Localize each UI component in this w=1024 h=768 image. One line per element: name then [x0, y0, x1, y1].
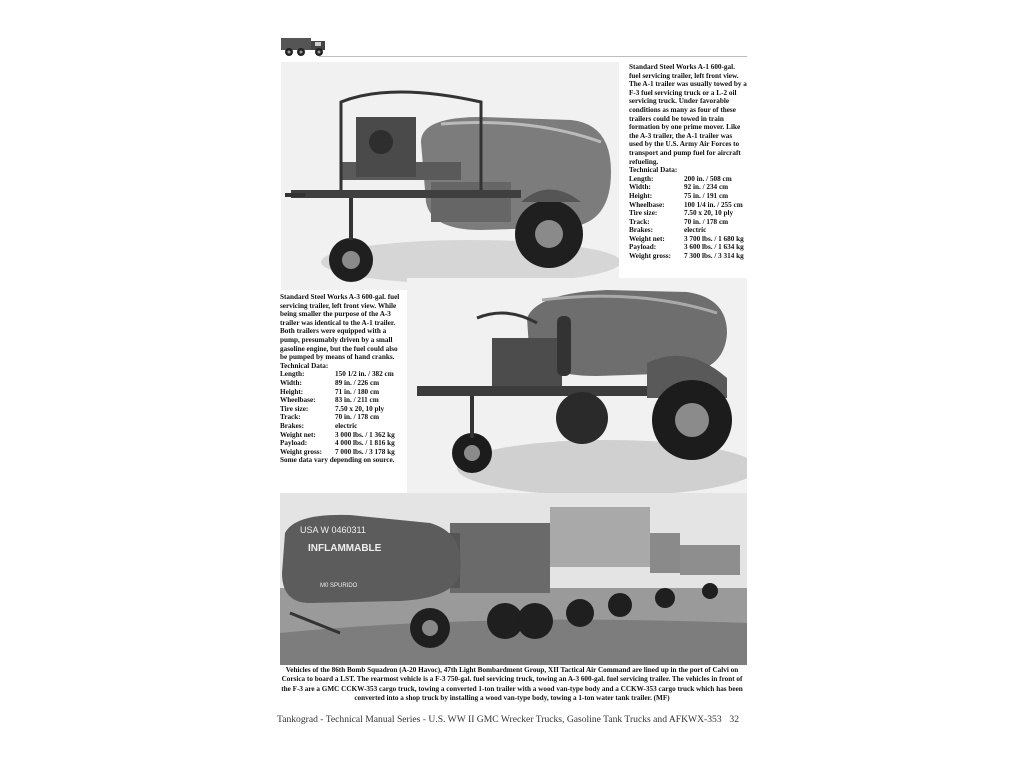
spec-row	[280, 405, 400, 414]
header-rule	[319, 56, 747, 57]
spec-label: Track:	[629, 217, 650, 226]
spec-row	[280, 388, 400, 397]
spec-value: electric	[684, 226, 707, 235]
spec-row	[280, 431, 400, 440]
spec-row	[280, 379, 400, 388]
spec-row	[629, 209, 747, 218]
book-page	[277, 30, 747, 735]
spec-label: Brakes:	[629, 226, 653, 235]
tank-marking-inflammable: INFLAMMABLE	[308, 543, 382, 554]
spec-label: Weight gross:	[280, 447, 322, 456]
spec-row	[629, 201, 747, 210]
footer-title: Tankograd - Technical Manual Series - U.S. WW II GMC Wrecker Trucks, Gasoline Tank Trucks and AFKWX-353	[277, 714, 722, 725]
caption-a3-text: Standard Steel Works A-3 600-gal. fuel servicing trailer, left front view. While being smaller the purpose of the A-3 trailer was identical to the A-1 trailer. Both trailers were equipped with a pump, presumably driven by a small gasoline engine, but the fuel could also be pumped by means of hand cranks.	[280, 293, 400, 362]
tech-data-a1	[629, 166, 747, 261]
spec-label: Payload:	[280, 439, 308, 448]
spec-label: Height:	[629, 191, 653, 200]
page-footer	[277, 714, 747, 725]
spec-value: 150 1/2 in. / 382 cm	[335, 370, 394, 379]
spec-label: Length:	[280, 370, 305, 379]
spec-value: 70 in. / 178 cm	[335, 413, 380, 422]
spec-label: Wheelbase:	[280, 396, 316, 405]
spec-value: 71 in. / 180 cm	[335, 387, 380, 396]
spec-row	[280, 439, 400, 448]
spec-row	[629, 252, 747, 261]
photo-a3-trailer	[407, 278, 747, 508]
spec-value: 83 in. / 211 cm	[335, 396, 379, 405]
tech-data-title: Technical Data:	[280, 361, 329, 370]
spec-label: Width:	[629, 183, 651, 192]
spec-value: 100 1/4 in. / 255 cm	[684, 200, 743, 209]
spec-row	[629, 183, 747, 192]
spec-value: electric	[335, 421, 358, 430]
spec-value: 4 000 lbs. / 1 816 kg	[335, 439, 395, 448]
spec-label: Weight net:	[629, 234, 665, 243]
spec-label: Track:	[280, 413, 301, 422]
spec-value: 3 000 lbs. / 1 362 kg	[335, 430, 395, 439]
spec-value: 70 in. / 178 cm	[684, 217, 729, 226]
truck-logo-icon	[279, 32, 331, 58]
spec-value: 3 700 lbs. / 1 680 kg	[684, 234, 744, 243]
spec-label: Weight net:	[280, 430, 316, 439]
spec-row	[629, 175, 747, 184]
spec-label: Width:	[280, 378, 302, 387]
spec-label: Tire size:	[280, 404, 309, 413]
spec-value: 7 000 lbs. / 3 178 kg	[335, 447, 395, 456]
spec-label: Brakes:	[280, 421, 304, 430]
spec-label: Payload:	[629, 243, 657, 252]
spec-value: 3 600 lbs. / 1 634 kg	[684, 243, 744, 252]
tank-marking-serial: USA W 0460311	[300, 525, 366, 535]
photo-calvi-lineup	[280, 493, 747, 665]
spec-label: Weight gross:	[629, 252, 671, 261]
spec-label: Wheelbase:	[629, 200, 665, 209]
spec-row	[629, 226, 747, 235]
spec-row	[280, 396, 400, 405]
photo-a1-trailer	[281, 62, 619, 290]
tech-data-a3	[280, 362, 400, 465]
spec-row	[629, 235, 747, 244]
spec-row	[280, 370, 400, 379]
spec-label: Length:	[629, 174, 654, 183]
caption-a1-text: Standard Steel Works A-1 600-gal. fuel servicing trailer, left front view. The A-1 trailer was usually towed by a F-3 fuel servicing truck or a L-2 oil servicing truck. Under favorable conditions as many as four of these trailers could be towed in train formation by one prime mover. Like the A-3 trailer, the A-1 trailer was used by the U.S. Army Air Forces to transport and pump fuel for aircraft refueling.	[629, 63, 747, 166]
spec-row	[629, 192, 747, 201]
spec-value: 200 in. / 508 cm	[684, 174, 732, 183]
spec-label: Tire size:	[629, 209, 658, 218]
spec-row	[629, 218, 747, 227]
spec-value: 89 in. / 226 cm	[335, 378, 380, 387]
spec-row	[280, 422, 400, 431]
spec-value: 7 300 lbs. / 3 314 kg	[684, 252, 744, 261]
spec-value: 7.50 x 20, 10 ply	[335, 404, 385, 413]
data-note: Some data vary depending on source.	[280, 456, 395, 465]
spec-row	[280, 448, 400, 457]
spec-value: 7.50 x 20, 10 ply	[684, 209, 734, 218]
caption-a3	[280, 293, 400, 465]
tank-marking-small: M0 SPURIDO	[320, 583, 358, 589]
caption-a1	[629, 63, 747, 261]
spec-row	[280, 413, 400, 422]
spec-value: 75 in. / 191 cm	[684, 191, 729, 200]
spec-label: Height:	[280, 387, 304, 396]
page-number: 32	[729, 714, 739, 725]
tech-data-title: Technical Data:	[629, 166, 678, 175]
spec-value: 92 in. / 234 cm	[684, 183, 729, 192]
spec-row	[629, 243, 747, 252]
caption-calvi: Vehicles of the 86th Bomb Squadron (A-20 Havoc), 47th Light Bombardment Group, XII Tactical Air Command are lined up in the port of Calvi on Corsica to board a LST. The rearmost vehicle is a F-3 750-gal. fuel servicing truck, towing an A-3 600-gal. fuel servicing trailer. The vehicles in front of the F-3 are a GMC CCKW-353 cargo truck, towing a converted 1-ton trailer with a wood van-type body and a CCKW-353 cargo truck which has been converted into a shop truck by installing a wood van-type body, towing a 1-ton water tank trailer. (MF)	[281, 666, 743, 702]
